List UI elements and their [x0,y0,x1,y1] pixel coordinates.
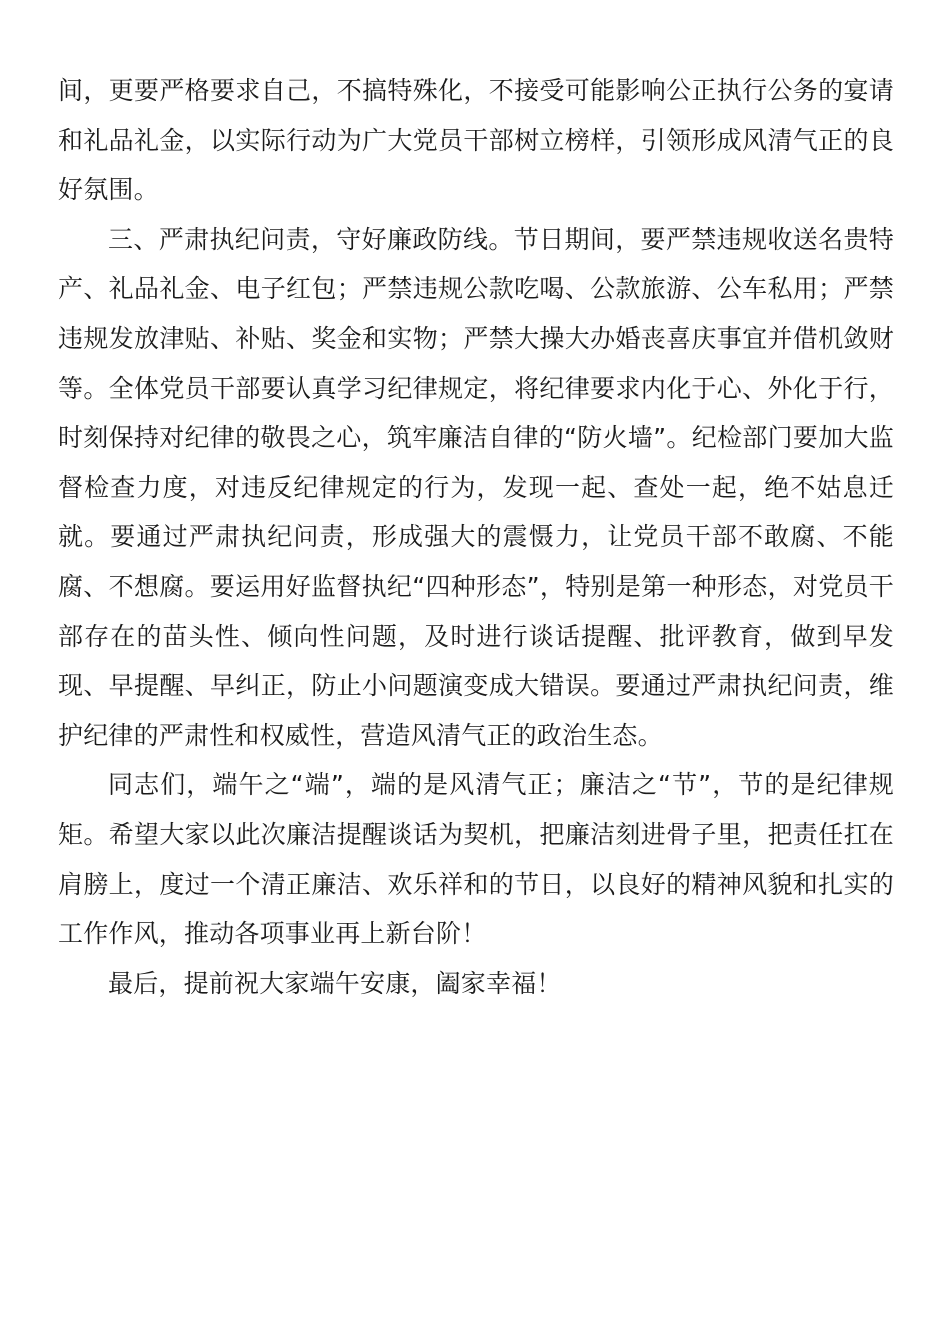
paragraph-continuation: 间，更要严格要求自己，不搞特殊化，不接受可能影响公正执行公务的宴请和礼品礼金，以实际行动为广大党员干部树立榜样，引领形成风清气正的良好氛围。 [58,76,894,205]
paragraph-section-three: 三、严肃执纪问责，守好廉政防线。节日期间，要严禁违规收送名贵特产、礼品礼金、电子红包；严禁违规公款吃喝、公款旅游、公车私用；严禁违规发放津贴、补贴、奖金和实物；严禁大操大办婚丧喜庆事宜并借机敛财等。全体党员干部要认真学习纪律规定，将纪律要求内化于心、外化于行，时刻保持对纪律的敬畏之心，筑牢廉洁自律的“防火墙”。纪检部门要加大监督检查力度，对违反纪律规定的行为，发现一起、查处一起，绝不姑息迁就。要通过严肃执纪问责，形成强大的震慑力，让党员干部不敢腐、不能腐、不想腐。要运用好监督执纪“四种形态”，特别是第一种形态，对党员干部存在的苗头性、倾向性问题，及时进行谈话提醒、批评教育，做到早发现、早提醒、早纠正，防止小问题演变成大错误。要通过严肃执纪问责，维护纪律的严肃性和权威性，营造风清气正的政治生态。 [58,224,894,750]
paragraph-comrades: 同志们，端午之“端”，端的是风清气正；廉洁之“节”，节的是纪律规矩。希望大家以此次廉洁提醒谈话为契机，把廉洁刻进骨子里，把责任扛在肩膀上，度过一个清正廉洁、欢乐祥和的节日，以良好的精神风貌和扎实的工作作风，推动各项事业再上新台阶！ [58,770,894,949]
paragraph-closing: 最后，提前祝大家端午安康，阖家幸福！ [108,968,562,998]
document-body [58,66,894,1008]
